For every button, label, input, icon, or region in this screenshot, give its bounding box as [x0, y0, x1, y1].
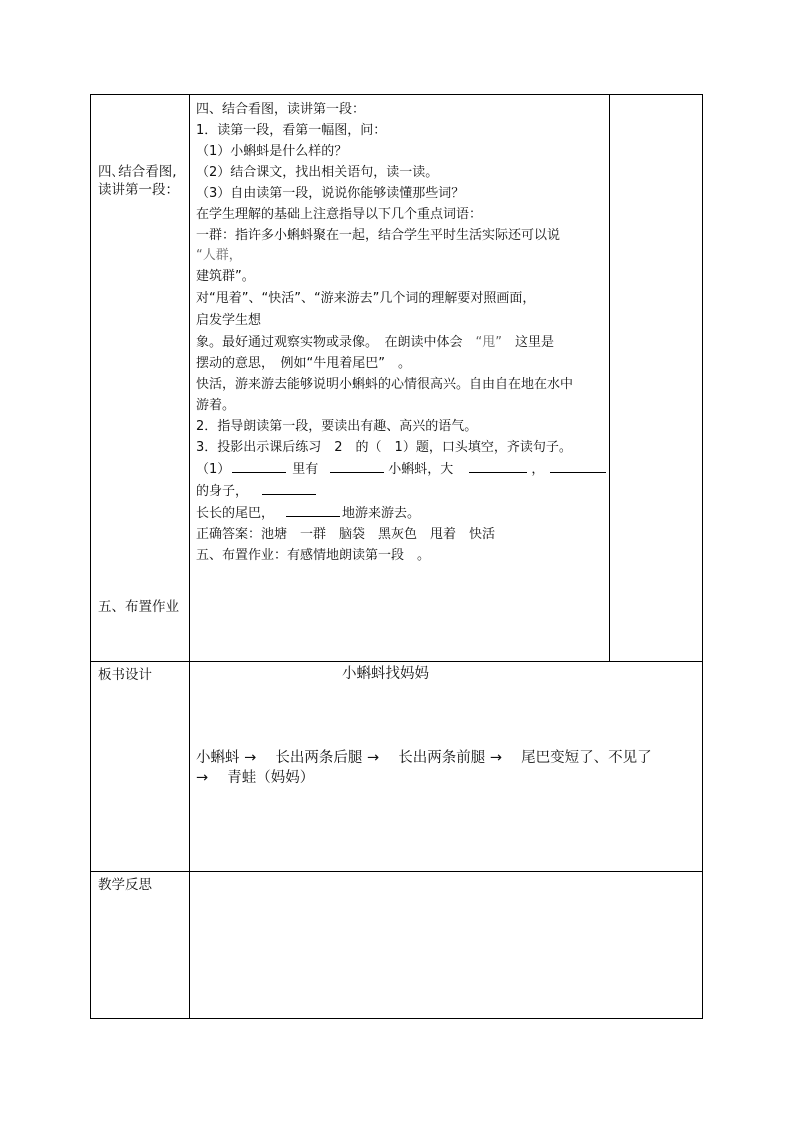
board-flow-line: → 青蛙（妈妈） [196, 770, 315, 786]
table-border-bottom [90, 1018, 703, 1019]
content-line: “人群， [196, 248, 242, 263]
row3-label: 教学反思 [98, 877, 152, 893]
content-line: 快活，游来游去能够说明小蝌蚪的心情很高兴。自由自在地在水中 [196, 377, 574, 392]
blank [232, 459, 286, 473]
content-line: 2．指导朗读第一段，要读出有趣、高兴的语气。 [196, 419, 478, 434]
blank [550, 459, 606, 473]
content-line: 建筑群”。 [196, 269, 255, 284]
blank [286, 503, 340, 517]
content-line: 五、布置作业：有感情地朗读第一段 。 [196, 548, 431, 563]
content-line: 3．投影出示课后练习 2 的（ 1）题，口头填空，齐读句子。 [196, 440, 572, 455]
row2-label: 板书设计 [98, 667, 152, 683]
content-line: （3）自由读第一段，说说你能够读懂那些词？ [196, 186, 465, 201]
column-divider-1 [189, 94, 190, 1019]
row1-label: 四､结合看图, 读讲第一段： [98, 164, 179, 198]
content-line: 一群：指许多小蝌蚪聚在一起，结合学生平时生活实际还可以说 [196, 228, 561, 243]
content-line: （2）结合课文，找出相关语句，读一读。 [196, 165, 439, 180]
content-line: 游着。 [196, 398, 236, 413]
content-line: 摆动的意思， 例如“牛甩着尾巴” 。 [196, 356, 411, 371]
content-line: （1）小蝌蚪是什么样的？ [196, 144, 348, 159]
content-line: 在学生理解的基础上注意指导以下几个重点词语： [196, 207, 483, 222]
fill-in-line: 的身子， [196, 481, 606, 502]
fill-in-line: 长长的尾巴， 地游来游去。 [196, 503, 606, 524]
board-title: 小蝌蚪找妈妈 [342, 666, 429, 682]
content-line: 象。最好通过观察实物或录像。 在朗读中体会 “甩” 这里是 [196, 335, 555, 350]
lesson-content [196, 100, 606, 566]
content-line: 对“甩着”、“快活”、“游来游去”几个词的理解要对照画面， [196, 291, 536, 306]
column-divider-2 [609, 94, 610, 661]
blank [469, 459, 527, 473]
row-divider-1 [90, 661, 703, 662]
fill-in-line: （1） 里有 小蝌蚪，大 ， [196, 459, 606, 480]
content-line: 1．读第一段，看第一幅图，问： [196, 123, 387, 138]
board-flow [196, 748, 652, 788]
row1-label-bottom: 五、布置作业 [98, 599, 179, 615]
blank [262, 481, 316, 495]
table-border-right [702, 94, 703, 1019]
content-line: 正确答案：池塘 一群 脑袋 黑灰色 甩着 快活 [196, 527, 496, 542]
board-flow-line: 小蝌蚪 → 长出两条后腿 → 长出两条前腿 → 尾巴变短了、不见了 [196, 750, 652, 766]
blank [330, 459, 384, 473]
content-line: 四、结合看图，读讲第一段： [196, 102, 366, 117]
row-divider-2 [90, 871, 703, 872]
table-border-top [90, 94, 703, 95]
content-line: 启发学生想 [196, 313, 262, 328]
table-border-left [90, 94, 91, 1019]
